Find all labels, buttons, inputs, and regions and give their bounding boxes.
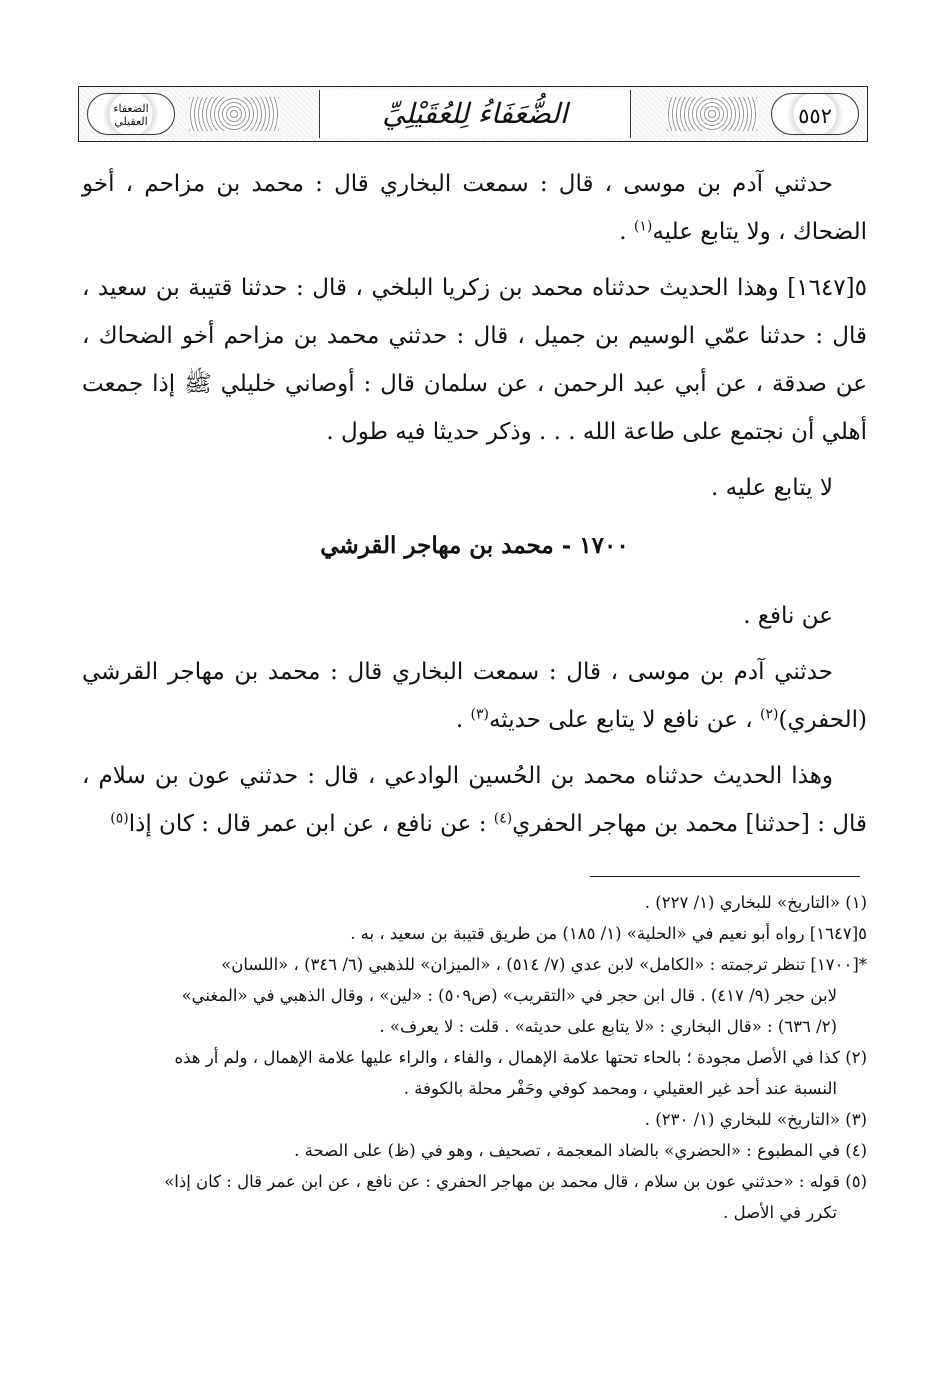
footnotes: [82, 888, 867, 1229]
main-text: [82, 160, 867, 856]
paragraph: وهذا الحديث حدثناه محمد بن الحُسين الوادعي ، قال : حدثني عون بن سلام ، قال : [حدثنا] محمد بن مهاجر الحفري$^{(٤)}$ : عن نافع ، عن ابن عمر قال : كان إذا$^{(٥)}$: [82, 763, 867, 837]
footnote-divider: [590, 876, 860, 877]
footnote: (٥) قوله : «حدثني عون بن سلام ، قال محمد بن مهاجر الحفري : عن نافع ، عن ابن عمر قال : كان إذا»: [164, 1172, 867, 1191]
paragraph: حدثني آدم بن موسى ، قال : سمعت البخاري قال : محمد بن مهاجر القرشي (الحفري)$^{(٢)}$ ، عن نافع لا يتابع على حديثه$^{(٣)}$ .: [82, 659, 867, 733]
header-ornament-left: [87, 93, 175, 135]
header-title-box: [319, 90, 631, 138]
paragraph: لا يتابع عليه .: [711, 475, 833, 501]
paragraph: حدثني آدم بن موسى ، قال : سمعت البخاري قال : محمد بن مزاحم ، أخو الضحاك ، ولا يتابع عليه$^{(١)}$ .: [82, 171, 867, 245]
header-ornament-right: [771, 93, 859, 135]
page-number: ٥٥٢: [798, 104, 832, 128]
footnote-continuation: لابن حجر (٩/ ٤١٧) . قال ابن حجر في «التقريب» (ص٥٠٩) : «لين» ، وقال الذهبي في «المغني»: [181, 986, 837, 1005]
footnote-ref: (٥): [110, 810, 129, 827]
footnote: *[١٧٠٠] تنظر ترجمته : «الكامل» لابن عدي (٧/ ٥١٤) ، «الميزان» للذهبي (٦/ ٣٤٦) ، «اللسان»: [221, 955, 867, 974]
header-decoration-left: [189, 97, 279, 131]
footnote-ref: (٣): [470, 706, 489, 723]
entry-heading: ١٧٠٠ - محمد بن مهاجر القرشي: [320, 532, 629, 559]
page-header: [78, 86, 868, 142]
paragraph-hadith-1647: ٥[١٦٤٧] وهذا الحديث حدثناه محمد بن زكريا البلخي ، قال : حدثنا قتيبة بن سعيد ، قال : حدثنا عمّي الوسيم بن جميل ، قال : حدثني محمد بن مزاحم أخو الضحاك ، عن صدقة ، عن أبي عبد الرحمن ، عن سلمان قال : أوصاني خليلي ﷺ إذا جمعت أهلي أن نجتمع على طاعة الله . . . وذكر حديثا فيه طول .: [82, 275, 867, 445]
header-ornament-label: الضعفاء العقيلي: [113, 102, 149, 128]
footnote-continuation: النسبة عند أحد غير العقيلي ، ومحمد كوفي وحَفْر محلة بالكوفة .: [403, 1079, 837, 1098]
paragraph: عن نافع .: [743, 603, 833, 629]
header-decoration-right: [667, 97, 757, 131]
footnote-ref: (١): [633, 218, 653, 235]
footnote: (٢) كذا في الأصل مجودة ؛ بالحاء تحتها علامة الإهمال ، والفاء ، والراء عليها علامة الإهمال ، ولم أر هذه: [174, 1048, 867, 1067]
footnote: (١) «التاريخ» للبخاري (١/ ٢٢٧) .: [644, 893, 867, 912]
footnote-ref: (٢): [760, 706, 779, 723]
book-title: الضُّعَفَاءُ لِلعُقَيْلِيِّ: [382, 97, 568, 130]
footnote-continuation: تكرر في الأصل .: [723, 1203, 837, 1222]
footnote: (٤) في المطبوع : «الحضري» بالضاد المعجمة ، تصحيف ، وهو في (ظ) على الصحة .: [294, 1141, 867, 1160]
footnote-continuation: (٢/ ٦٣٦) : «قال البخاري : «لا يتابع على حديثه» . قلت : لا يعرف» .: [379, 1017, 837, 1036]
footnote: (٣) «التاريخ» للبخاري (١/ ٢٣٠) .: [644, 1110, 867, 1129]
footnote-ref: (٤): [493, 810, 513, 827]
footnote: ٥[١٦٤٧] رواه أبو نعيم في «الحلية» (١/ ١٨٥) من طريق قتيبة بن سعيد ، به .: [350, 924, 867, 943]
